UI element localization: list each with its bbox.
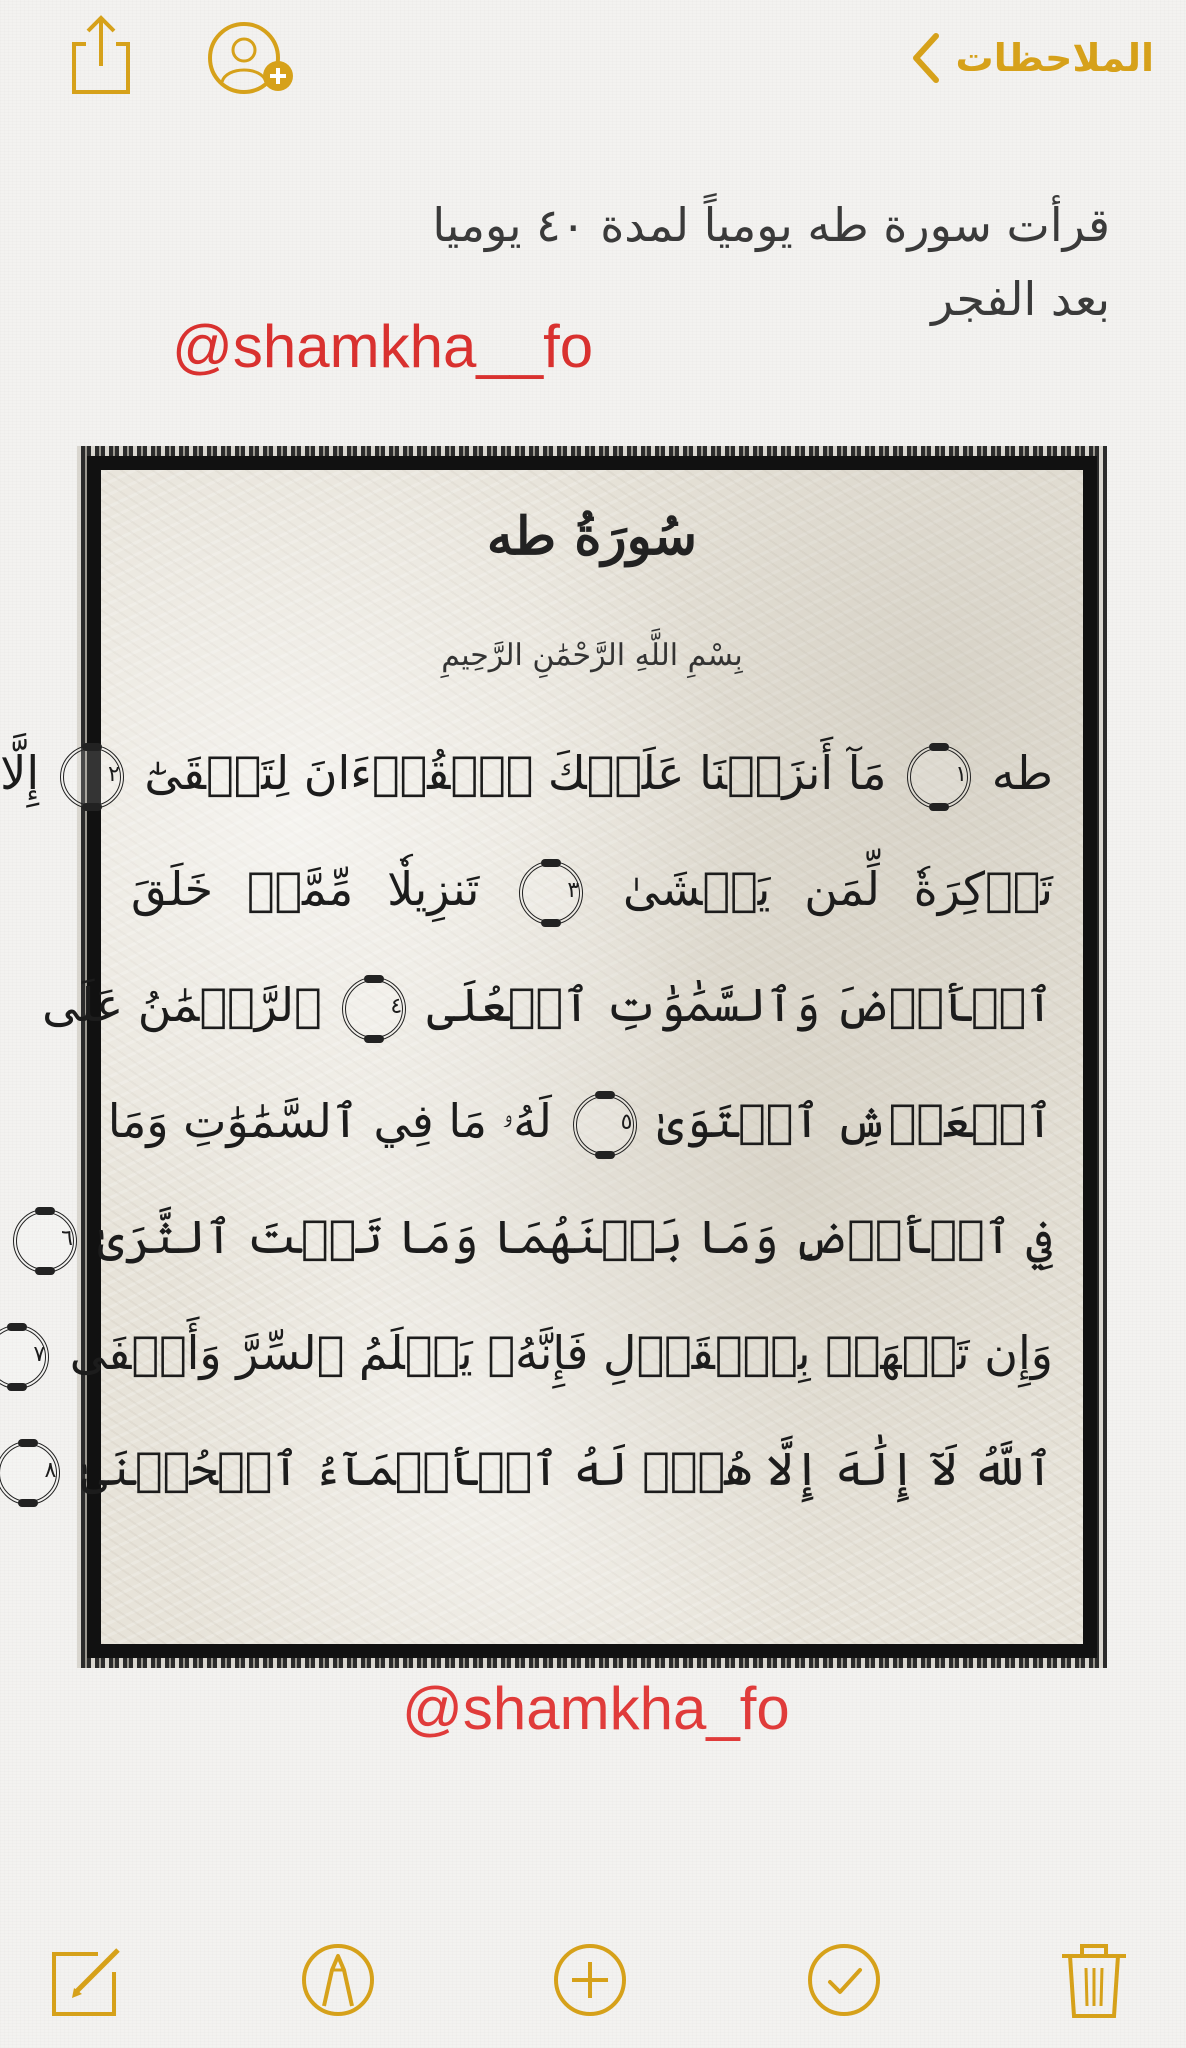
verse-line — [131, 844, 1053, 934]
verse-text: تَنزِيلٗا مِّمَّنۡ خَلَقَ — [131, 862, 480, 916]
verse-text: ٱلۡأَرۡضَ وَٱلسَّمَٰوَٰتِ ٱلۡعُلَى — [426, 978, 1053, 1032]
verse-line — [61, 1192, 1053, 1282]
verse-line — [44, 1424, 1053, 1514]
verse-text: ٱلۡعَرۡشِ ٱسۡتَوَىٰ — [657, 1094, 1053, 1148]
surah-title: سُورَةُ طه — [486, 506, 698, 567]
page-paper — [0, 470, 1083, 1644]
ayah-marker-icon: ٢ — [60, 745, 124, 809]
verse-line — [33, 1308, 1053, 1398]
back-button[interactable] — [908, 28, 1154, 88]
verse-text: وَإِن تَجۡهَرۡ بِٱلۡقَوۡلِ فَإِنَّهُۥ يَعۡلَمُ ٱلسِّرَّ وَأَخۡفَى — [69, 1326, 1053, 1380]
verse-text: إِلَّا — [0, 746, 40, 800]
compose-icon[interactable] — [48, 1940, 128, 2020]
verse-line — [0, 728, 1053, 818]
add-person-icon[interactable] — [206, 20, 296, 100]
chevron-left-icon — [908, 30, 942, 86]
watermark-text: @shamkha__fo — [172, 313, 594, 380]
verse-text: لَهُۥ مَا فِي ٱلسَّمَٰوَٰتِ وَمَا — [107, 1094, 552, 1148]
share-icon[interactable] — [64, 14, 138, 98]
basmala: بِسْمِ اللَّهِ الرَّحْمَٰنِ الرَّحِيمِ — [441, 638, 743, 673]
quran-page-image[interactable] — [0, 446, 1107, 1668]
ayah-marker-icon: ٧ — [0, 1325, 49, 1389]
verse-text: فِي ٱلۡأَرۡضِ وَمَا بَيۡنَهُمَا وَمَا تَحۡتَ ٱلثَّرَىٰ — [97, 1210, 1053, 1264]
ayah-marker-icon: ٤ — [342, 977, 406, 1041]
verse-text: طه — [991, 746, 1053, 800]
ayah-marker-icon: ٨ — [0, 1441, 60, 1505]
note-line: بعد الفجر — [931, 272, 1110, 326]
verse-text: تَذۡكِرَةٗ لِّمَن يَخۡشَىٰ — [623, 862, 1054, 916]
ayah-marker-icon: ٦ — [13, 1209, 77, 1273]
verse-line — [42, 960, 1053, 1050]
back-button-label: الملاحظات — [955, 36, 1154, 80]
ayah-marker-icon: ٣ — [519, 861, 583, 925]
markup-pen-icon[interactable] — [298, 1940, 378, 2020]
checkmark-circle-icon[interactable] — [804, 1940, 884, 2020]
note-line: قرأت سورة طه يومياً لمدة ٤٠ يوميا — [432, 198, 1110, 252]
ayah-marker-icon: ٥ — [573, 1093, 637, 1157]
verse-text: ٱللَّهُ لَآ إِلَٰهَ إِلَّا هُوَۖ لَهُ ٱلۡأَسۡمَآءُ ٱلۡحُسۡنَىٰ — [80, 1442, 1053, 1496]
watermark-text: @shamkha_fo — [402, 1675, 790, 1742]
verse-text: مَآ أَنزَلۡنَا عَلَيۡكَ ٱلۡقُرۡءَانَ لِتَشۡقَىٰٓ — [144, 746, 887, 800]
verse-line — [107, 1076, 1053, 1166]
trash-icon[interactable] — [1054, 1940, 1134, 2020]
plus-circle-icon[interactable] — [550, 1940, 630, 2020]
verse-text: ٱلرَّحۡمَٰنُ عَلَى — [42, 978, 322, 1032]
ayah-marker-icon: ١ — [907, 745, 971, 809]
